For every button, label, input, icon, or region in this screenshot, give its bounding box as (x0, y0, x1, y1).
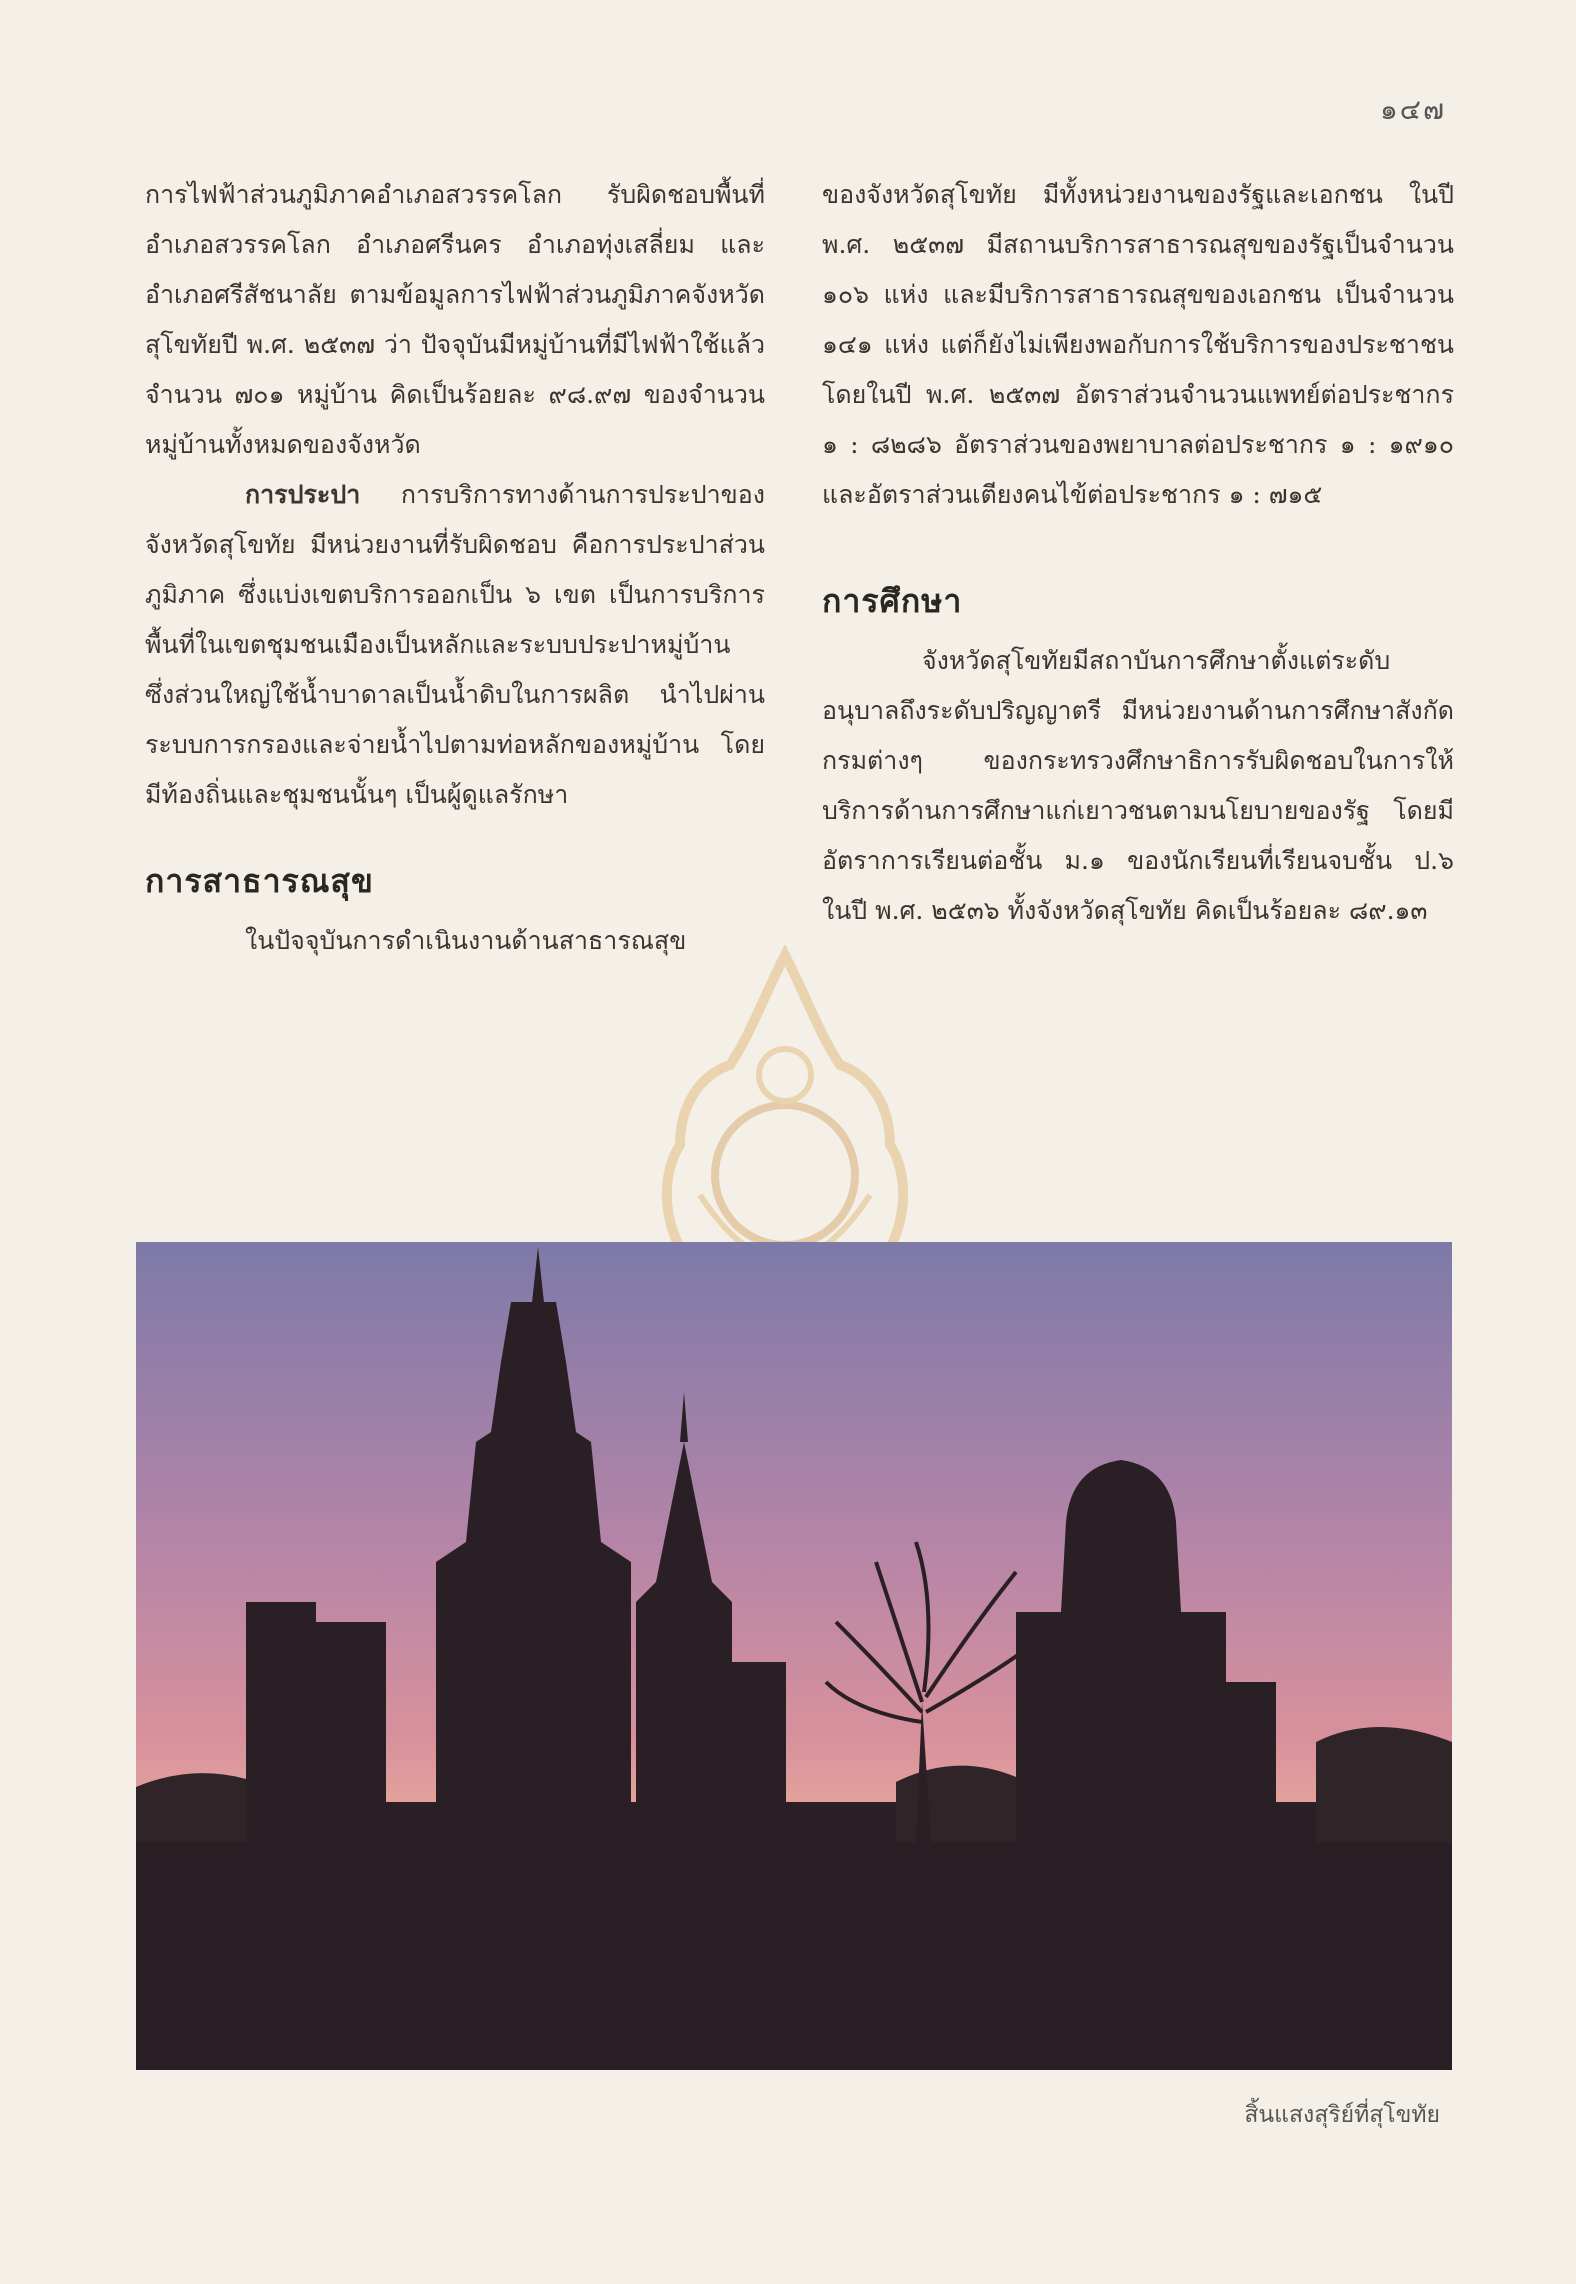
photo-caption: สิ้นแสงสุริย์ที่สุโขทัย (1244, 2102, 1440, 2128)
water-body: การบริการทางด้านการประปาของจังหวัดสุโขทัย มีหน่วยงานที่รับผิดชอบ คือการประปาส่วนภูมิภาค ซึ่งแบ่งเขตบริการออกเป็น ๖ เขต เป็นการบริการพื้นที่ในเขตชุมชนเมืองเป็นหลักและระบบประปาหมู่บ้าน ซึ่งส่วนใหญ่ใช้น้ำบาดาลเป็นน้ำดิบในการผลิต นำไปผ่านระบบการกรองและจ่ายน้ำไปตามท่อหลักของหมู่บ้าน โดยมีท้องถิ่นและชุมชนนั้นๆ เป็นผู้ดูแลรักษา (145, 480, 765, 809)
right-column (822, 170, 1454, 936)
electricity-paragraph: การไฟฟ้าส่วนภูมิภาคอำเภอสวรรคโลก รับผิดชอบพื้นที่อำเภอสวรรคโลก อำเภอศรีนคร อำเภอทุ่งเสลี่ยม และอำเภอศรีสัชนาลัย ตามข้อมูลการไฟฟ้าส่วนภูมิภาคจังหวัดสุโขทัยปี พ.ศ. ๒๕๓๗ ว่า ปัจจุบันมีหมู่บ้านที่มีไฟฟ้าใช้แล้ว จำนวน ๗๐๑ หมู่บ้าน คิดเป็นร้อยละ ๙๘.๙๗ ของจำนวนหมู่บ้านทั้งหมดของจังหวัด (145, 180, 765, 459)
sunset-temple-photo (136, 1242, 1452, 2070)
education-paragraph: จังหวัดสุโขทัยมีสถาบันการศึกษาตั้งแต่ระดับอนุบาลถึงระดับปริญญาตรี มีหน่วยงานด้านการศึกษาสังกัดกรมต่างๆ ของกระทรวงศึกษาธิการรับผิดชอบในการให้บริการด้านการศึกษาแก่เยาวชนตามนโยบายของรัฐ โดยมีอัตราการเรียนต่อชั้น ม.๑ ของนักเรียนที่เรียนจบชั้น ป.๖ ในปี พ.ศ. ๒๕๓๖ ทั้งจังหวัดสุโขทัย คิดเป็นร้อยละ ๘๙.๑๓ (822, 646, 1454, 925)
education-heading: การศึกษา (822, 582, 963, 620)
water-paragraph (145, 470, 765, 820)
health-heading: การสาธารณสุข (145, 862, 374, 900)
health-intro: ในปัจจุบันการดำเนินงานด้านสาธารณสุข (245, 926, 687, 955)
water-lead: การประปา (245, 480, 361, 509)
left-column (145, 170, 765, 966)
health-paragraph: ของจังหวัดสุโขทัย มีทั้งหน่วยงานของรัฐและเอกชน ในปี พ.ศ. ๒๕๓๗ มีสถานบริการสาธารณสุขของรัฐเป็นจำนวน ๑๐๖ แห่ง และมีบริการสาธารณสุขของเอกชน เป็นจำนวน ๑๔๑ แห่ง แต่ก็ยังไม่เพียงพอกับการใช้บริการของประชาชน โดยในปี พ.ศ. ๒๕๓๗ อัตราส่วนจำนวนแพทย์ต่อประชากร ๑ : ๘๒๘๖ อัตราส่วนของพยาบาลต่อประชากร ๑ : ๑๙๑๐ และอัตราส่วนเตียงคนไข้ต่อประชากร ๑ : ๗๑๕ (822, 180, 1454, 509)
page-number: ๑๔๗ (1380, 93, 1447, 126)
